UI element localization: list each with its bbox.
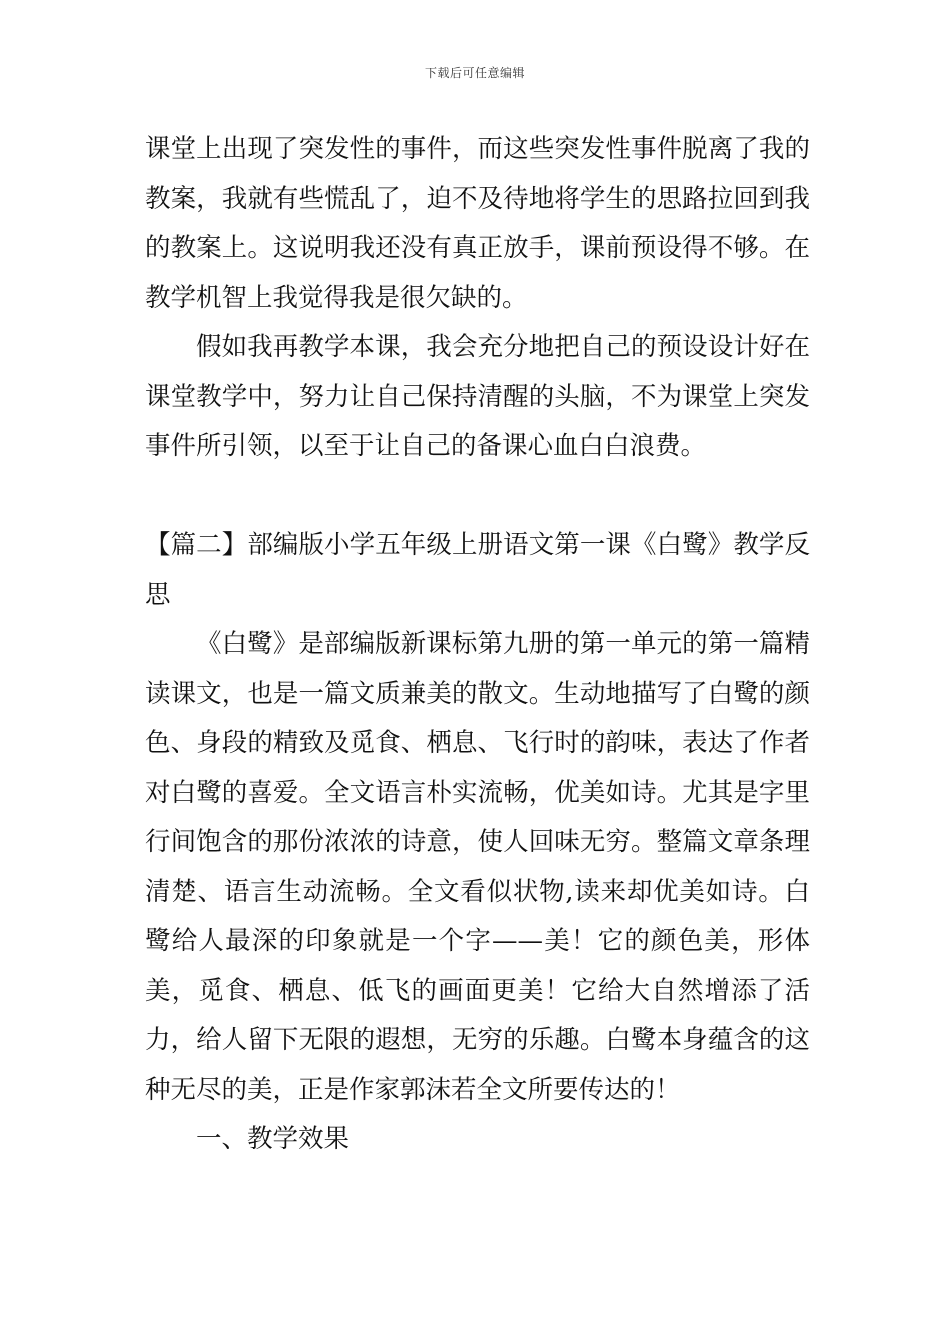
paragraph-reflection-continued: 课堂上出现了突发性的事件，而这些突发性事件脱离了我的教案，我就有些慌乱了，迫不及待地将学生的思路拉回到我的教案上。这说明我还没有真正放手，课前预设得不够。在教学机智上我觉得我是很欠缺的。 (145, 134, 810, 313)
paragraph-text-introduction: 《白鹭》是部编版新课标第九册的第一单元的第一篇精读课文，也是一篇文质兼美的散文。生动地描写了白鹭的颜色、身段的精致及觅食、栖息、飞行时的韵味，表达了作者对白鹭的喜爱。全文语言朴实流畅，优美如诗。尤其是字里行间饱含的那份浓浓的诗意，使人回味无穷。整篇文章条理清楚、语言生动流畅。全文看似状物,读来却优美如诗。白鹭给人最深的印象就是一个字——美！它的颜色美，形体美，觅食、栖息、低飞的画面更美！它给大自然增添了活力，给人留下无限的遐想，无穷的乐趣。白鹭本身蕴含的这种无尽的美，正是作家郭沫若全文所要传达的！ (145, 629, 810, 1105)
document-body (145, 125, 810, 1165)
article-title: 【篇二】部编版小学五年级上册语文第一课《白鹭》教学反思 (145, 530, 810, 610)
section-heading-teaching-effect: 一、教学效果 (196, 1124, 350, 1154)
paragraph-improvement-plan: 假如我再教学本课，我会充分地把自己的预设设计好在课堂教学中，努力让自己保持清醒的头脑，不为课堂上突发事件所引领，以至于让自己的备课心血白白浪费。 (145, 332, 810, 461)
page-header-note: 下载后可任意编辑 (424, 66, 525, 80)
